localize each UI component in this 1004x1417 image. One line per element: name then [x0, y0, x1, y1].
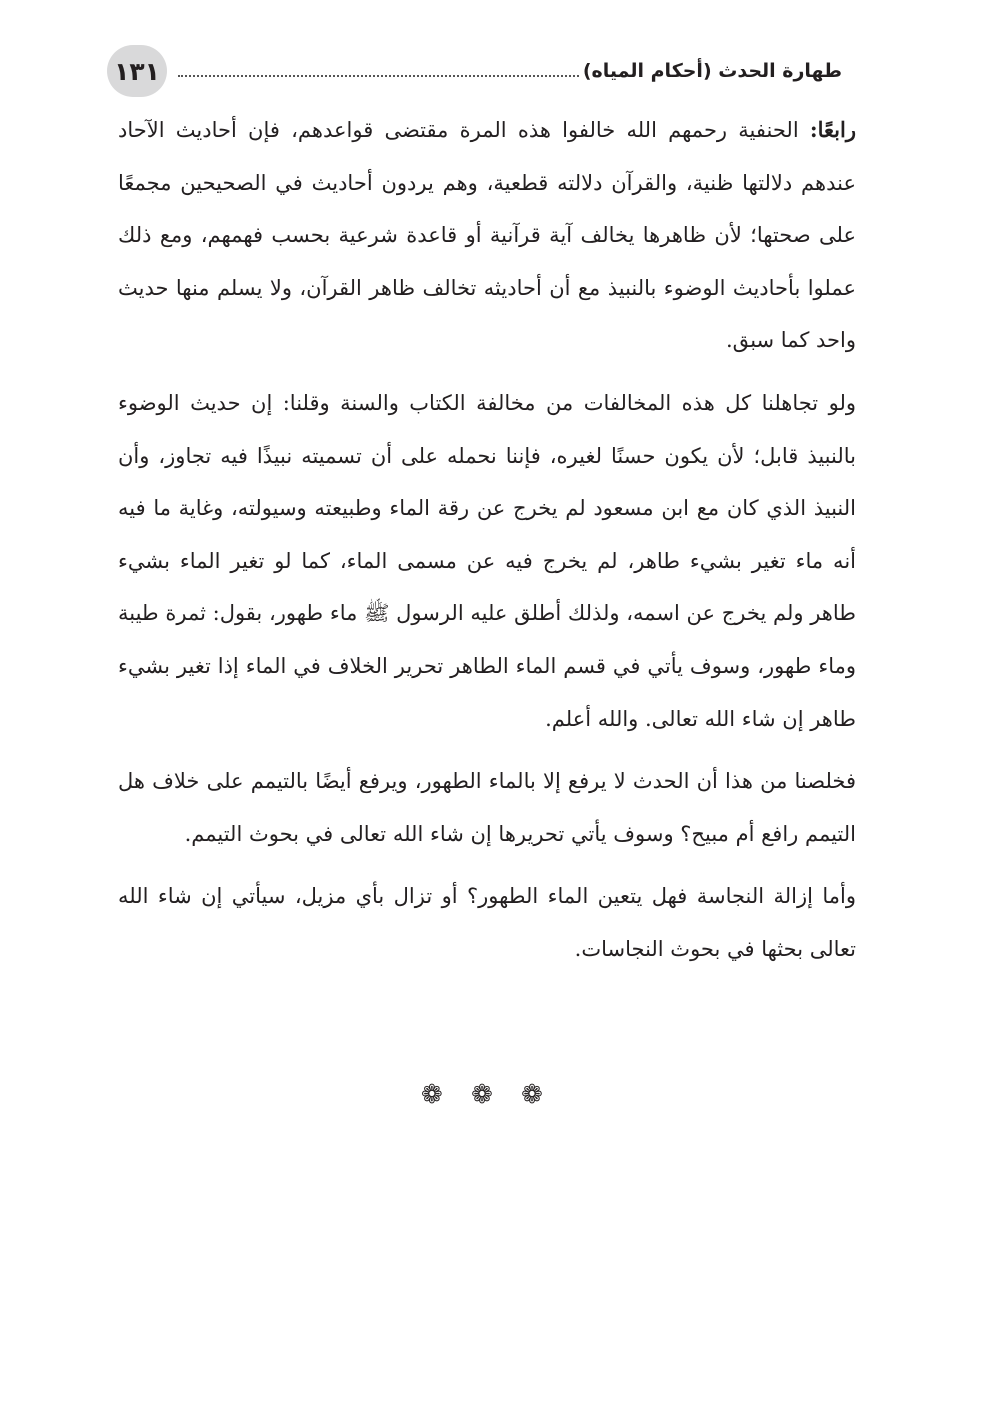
paragraph-text: الحنفية رحمهم الله خالفوا هذه المرة مقتضى قواعدهم، فإن أحاديث الآحاد عندهم دلالتها ظنية، والقرآن دلالته قطعية، وهم يردون أحاديث في الصحيحين مجمعًا على صحتها؛ لأن ظاهرها يخالف آية قرآنية أو قاعدة شرعية بحسب فهمهم، ومع ذلك عملوا بأحاديث الوضوء بالنبيذ مع أن أحاديثه تخالف ظاهر القرآن، ولا يسلم منها حديث واحد كما سبق.: [118, 118, 856, 353]
chapter-title: طهارة الحدث (أحكام المياه): [582, 60, 842, 82]
paragraph-1: [118, 104, 856, 367]
page-number: ١٣١: [107, 45, 167, 97]
running-header: [178, 55, 846, 87]
paragraph-4: وأما إزالة النجاسة فهل يتعين الماء الطهور؟ أو تزال بأي مزيل، سيأتي إن شاء الله تعالى بحثها في بحوث النجاسات.: [118, 884, 857, 961]
paragraph-lead: رابعًا:: [809, 117, 856, 142]
body-text: [118, 104, 856, 986]
section-end-ornament: ❁ ❁ ❁: [421, 1080, 553, 1110]
paragraph-2: ولو تجاهلنا كل هذه المخالفات من مخالفة الكتاب والسنة وقلنا: إن حديث الوضوء بالنبيذ قابل؛ لأن يكون حسنًا لغيره، فإننا نحمله على أن تسميته نبيذًا فيه تجاوز، وأن النبيذ الذي كان مع ابن مسعود لم يخرج عن رقة الماء وطبيعته وسيولته، وغاية ما فيه أنه ماء تغير بشيء طاهر، لم يخرج فيه عن مسمى الماء، كما لو تغير الماء بشيء طاهر ولم يخرج عن اسمه، ولذلك أطلق عليه الرسول ﷺ ماء طهور، بقول: ثمرة طيبة وماء طهور، وسوف يأتي في قسم الماء الطاهر تحرير الخلاف في الماء إذا تغير بشيء طاهر إن شاء الله تعالى. والله أعلم.: [118, 390, 856, 731]
paragraph-3: فخلصنا من هذا أن الحدث لا يرفع إلا بالماء الطهور، ويرفع أيضًا بالتيمم على خلاف هل التيمم رافع أم مبيح؟ وسوف يأتي تحريرها إن شاء الله تعالى في بحوث التيمم.: [118, 769, 856, 846]
header-dotted-leader: [178, 75, 579, 77]
